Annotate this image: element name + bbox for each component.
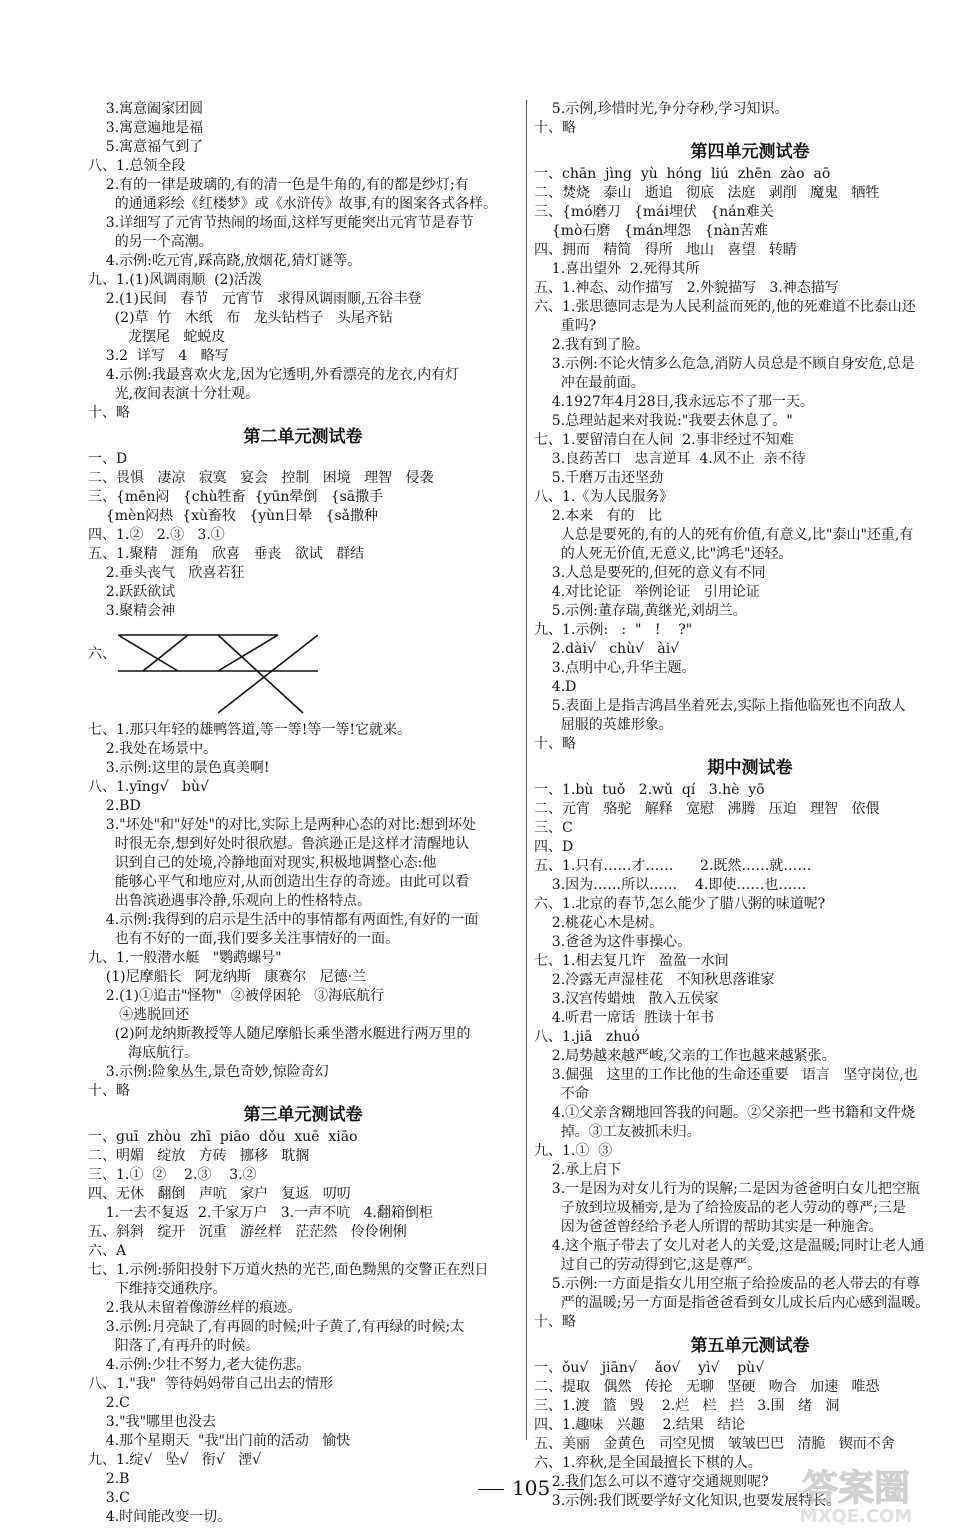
answer-line: 二、畏惧 凄凉 寂寞 宴会 控制 困境 理智 侵袭 — [88, 470, 434, 486]
answer-line: 光,夜间表演十分壮观。 — [88, 386, 260, 402]
answer-line: 十、略 — [534, 120, 576, 136]
answer-line: 八、1.jiā zhuó — [534, 1029, 640, 1045]
answer-line: 3.示例:险象丛生,景色奇妙,惊险奇幻 — [88, 1064, 329, 1080]
answer-line: 人总是要死的,有的人的死有价值,有意义,比"泰山"还重,有 — [534, 527, 914, 543]
answer-line: 五、斜斜 绽开 沉重 游丝样 茫茫然 伶伶俐俐 — [88, 1224, 407, 1240]
answer-line: 2.冷露无声湿桂花 不知秋思落谁家 — [534, 972, 775, 988]
answer-line: 3.人总是要死的,但死的意义有不同 — [534, 565, 766, 581]
answer-line: 3."坏处"和"好处"的对比,实际上是两种心态的对比:想到坏处 — [88, 817, 477, 833]
answer-line: 三、{mēn闷 {chù牲畜 {yūn晕倒 {sā撒手 — [88, 489, 384, 505]
answer-line: 七、1.示例:骄阳投射下万道火热的光芒,面色黝黑的交警正在烈日 — [88, 1262, 489, 1278]
unit2-part1 — [88, 450, 518, 621]
answer-line: 3.寓意阖家团圆 — [88, 101, 204, 117]
answer-line: {mò石磨 {mán埋怨 {nàn苦难 — [534, 223, 768, 239]
watermark-logo — [751, 1460, 961, 1528]
answer-line: 3.良药苦口 忠言逆耳 4.风不止 亲不待 — [534, 451, 806, 467]
answer-line: 4.示例:吃元宵,踩高跷,放烟花,猜灯谜等。 — [88, 253, 362, 269]
heading-midterm: 期中测试卷 — [707, 758, 793, 778]
answer-line: 五、1.只有……才…… 2.既然……就…… — [534, 858, 812, 874]
matching-label: 六、 — [88, 646, 116, 662]
answer-line: 2.垂头丧气 欣喜若狂 — [88, 565, 245, 581]
answer-line: 九、1.绽√ 坠√ 衔√ 湮√ — [88, 1452, 262, 1468]
answer-line: 2.B — [88, 1471, 130, 1487]
answer-line: 4.这个瓶子带去了女儿对老人的关爱,这是温暖;同时让老人通 — [534, 1238, 925, 1254]
answer-line: 4.1927年4月28日,我永远忘不了那一天。 — [534, 394, 814, 410]
answer-line: 4.对比论证 举例论证 引用论证 — [534, 584, 760, 600]
answer-line: 4.时间能改变一切。 — [88, 1509, 232, 1525]
answer-line: 掉。③工友被抓未归。 — [534, 1124, 701, 1140]
answer-line: 4.听君一席话 胜读十年书 — [534, 1010, 715, 1026]
unit2-part2 — [88, 721, 518, 1101]
answer-line: 的另一个高潮。 — [88, 234, 213, 250]
answer-line: 八、1.yīng√ bù√ — [88, 779, 209, 795]
answer-line: 3.详细写了元宵节热闹的场面,这样写更能突出元宵节是春节 — [88, 215, 474, 231]
answer-line: 九、1.(1)风调雨顺 (2)活泼 — [88, 272, 262, 288]
answer-line: 六、1.北京的春节,怎么能少了腊八粥的味道呢? — [534, 896, 826, 912]
answer-line: 一、ɡuī zhòu zhī piāo dǒu xuē xiāo — [88, 1129, 358, 1145]
answer-line: 4.示例:我最喜欢火龙,因为它透明,外看漂亮的龙衣,内有灯 — [88, 367, 460, 383]
answer-line: 十、略 — [534, 736, 576, 752]
answer-line: 六、A — [88, 1243, 127, 1259]
answer-line: 2.局势越来越严峻,父亲的工作也越来越紧张。 — [534, 1048, 836, 1064]
answer-line: 2.(1)①追击"怪物" ②被俘困轮 ③海底航行 — [88, 988, 385, 1004]
answer-line: 2.我从未留着像游丝样的痕迹。 — [88, 1300, 302, 1316]
answer-line: 1.一去不复返 2.千家万户 3.一声不吭 4.翻箱倒柜 — [88, 1205, 433, 1221]
answer-line: 3.因为……所以…… 4.即使……也…… — [534, 877, 807, 893]
answer-line: 二、元宵 骆驼 解释 宽慰 沸腾 压迫 理智 依偎 — [534, 801, 880, 817]
answer-line: 3.倔强 这里的工作比他的生命还重要 语言 坚守岗位,也 — [534, 1067, 918, 1083]
answer-line: 5.千磨万击还坚劲 — [534, 470, 664, 486]
answer-line: 5.示例,珍惜时光,争分夺秒,学习知识。 — [534, 101, 789, 117]
answer-line: 2.我处在场景中。 — [88, 741, 218, 757]
page-number — [470, 1476, 592, 1500]
answer-line: 二、焚烧 泰山 逝追 彻底 法庭 剥削 魔鬼 牺牲 — [534, 185, 880, 201]
answer-line: 4.①父亲含糊地回答我的问题。②父亲把一些书籍和文件烧 — [534, 1105, 916, 1121]
answer-line: 五、美丽 金黄色 司空见惯 皱皱巴巴 清脆 锲而不舍 — [534, 1436, 895, 1452]
answer-line: 阳落了,有再升的时候。 — [88, 1338, 260, 1354]
answer-line: 5.示例:一方面是指女儿用空瓶子给捡废品的老人带去的有尊 — [534, 1276, 920, 1292]
answer-line: 三、{mó磨刀 {mái埋伏 {nán难关 — [534, 204, 774, 220]
answer-line: 不命 — [534, 1086, 589, 1102]
column-divider — [526, 100, 527, 1440]
answer-line: 3.2 详写 4 略写 — [88, 348, 229, 364]
answer-line: 子放到垃圾桶旁,是为了给捡废品的老人劳动的尊严;三是 — [534, 1200, 906, 1216]
answer-line: ④逃脱回还 — [88, 1007, 190, 1023]
answer-line: 下维持交通秩序。 — [88, 1281, 227, 1297]
answer-line: 4.D — [534, 679, 577, 695]
answer-line: 龙摆尾 蛇蜕皮 — [88, 329, 226, 345]
answer-line: 3.示例:月亮缺了,有再圆的时候;叶子黄了,有再绿的时候;太 — [88, 1319, 465, 1335]
answer-line: 一、ǒu√ jiān√ ǎo√ yì√ pù√ — [534, 1360, 765, 1376]
answer-line: 七、1.要留清白在人间 2.事非经过不知难 — [534, 432, 794, 448]
answer-line: 2.C — [88, 1395, 130, 1411]
answer-line: 2.跃跃欲试 — [88, 584, 176, 600]
answer-line: 冲在最前面。 — [534, 375, 645, 391]
answer-line: 二、提取 偶然 传抡 无聊 坚硬 吻合 加速 唯恐 — [534, 1379, 880, 1395]
answer-line: 2.桃花心木是树。 — [534, 915, 664, 931]
watermark-line2: MXQE.COM — [799, 1506, 913, 1527]
answer-line: 一、1.bù tuǒ 2.wǔ qí 3.hè yō — [534, 782, 765, 798]
answer-line: 2.dài√ chù√ ài√ — [534, 641, 680, 657]
answer-line: 5.示例:董存瑞,黄继光,刘胡兰。 — [534, 603, 747, 619]
answer-line: 四、D — [534, 839, 574, 855]
answer-line: 屈服的英雄形象。 — [534, 717, 673, 733]
answer-line: 五、1.神态、动作描写 2.外貌描写 3.神态描写 — [534, 280, 839, 296]
answer-line: 3."我"哪里也没去 — [88, 1414, 217, 1430]
left-column — [88, 100, 518, 1527]
answer-line: 2.承上启下 — [534, 1162, 622, 1178]
answer-line: 的人死无价值,无意义,比"鸿毛"还轻。 — [534, 546, 793, 562]
answer-line: 严的温暖;另一方面是指爸爸看到女儿成长后内心感到温暖。 — [534, 1295, 930, 1311]
answer-line: 3.汉宫传蜡烛 散入五侯家 — [534, 991, 719, 1007]
answer-line: (2)草 竹 木纸 布 龙头钻档子 头尾齐钻 — [88, 310, 393, 326]
answer-line: 的通通彩绘《红楼梦》或《水浒传》故事,有的图案各式各样。 — [88, 196, 498, 212]
answer-line: 3.示例:我们既要学好文化知识,也要发展特长。 — [534, 1493, 841, 1509]
answer-line: 3.爸爸为这件事操心。 — [534, 934, 692, 950]
answer-line: 四、拥而 精简 得所 地山 喜望 转睛 — [534, 242, 797, 258]
answer-line: 八、1.《为人民服务》 — [534, 489, 674, 505]
answer-line: 5.总理站起来对我说:"我要去休息了。" — [534, 413, 793, 429]
answer-line: 五、1.聚精 涯角 欣喜 垂丧 欲试 群结 — [88, 546, 365, 562]
answer-line: 能够心平气和地应对,从而创造出生存的奇迹。由此可以看 — [88, 874, 470, 890]
heading-unit2: 第二单元测试卷 — [243, 427, 363, 447]
matching-lines — [118, 621, 318, 717]
answer-line: 4.示例:我得到的启示是生活中的事情都有两面性,有好的一面 — [88, 912, 479, 928]
answer-line: 3.寓意遍地是福 — [88, 120, 204, 136]
answer-line: 六、1.弈秋,是全国最擅长下棋的人。 — [534, 1455, 762, 1471]
answer-line: 一、D — [88, 451, 128, 467]
answer-line: 三、C — [534, 820, 573, 836]
unit4-answers — [534, 165, 966, 754]
answer-line: 4.示例:少壮不努力,老大徒伤悲。 — [88, 1357, 311, 1373]
answer-line: 过自己的劳动得到它,这是尊严。 — [534, 1257, 762, 1273]
answer-line: (2)阿龙纳斯教授等人随尼摩船长乘坐潜水艇进行两万里的 — [88, 1026, 471, 1042]
answer-line: 九、1.① ③ — [534, 1143, 613, 1159]
answer-line: 六、1.张思德同志是为人民利益而死的,他的死难道不比泰山还 — [534, 299, 916, 315]
answer-line: 时很无奈,想到好处时很欣慰。鲁滨逊正是这样才清醒地认 — [88, 836, 470, 852]
answer-line: 十、略 — [88, 1083, 130, 1099]
answer-line: 3.聚精会神 — [88, 603, 176, 619]
answer-line: 七、1.相去复几许 盈盈一水间 — [534, 953, 729, 969]
answer-line: 十、略 — [534, 1314, 576, 1330]
answer-line: 1.喜出望外 2.死得其所 — [534, 261, 700, 277]
answer-line: 也有不好的一面,我们要多关注事情好的一面。 — [88, 931, 400, 947]
unit3-answers — [88, 1128, 518, 1527]
midterm-answers — [534, 781, 966, 1332]
heading-unit3: 第三单元测试卷 — [243, 1105, 363, 1125]
heading-unit5: 第五单元测试卷 — [690, 1336, 810, 1356]
answer-line: 海底航行。 — [88, 1045, 199, 1061]
answer-line: 3.一是因为对女儿行为的误解;二是因为爸爸明白女儿把空瓶 — [534, 1181, 920, 1197]
answer-line: 四、无休 翻倒 声吭 家户 复返 叨叨 — [88, 1186, 351, 1202]
answer-line: 2.我有到了脸。 — [534, 337, 650, 353]
right-column — [534, 100, 966, 1511]
answer-line: (1)尼摩船长 阿龙纳斯 康赛尔 尼德·兰 — [88, 969, 367, 985]
answer-line: 出鲁滨逊遇事冷静,乐观向上的性格特点。 — [88, 893, 372, 909]
answer-line: 3.示例:不论火情多么危急,消防人员总是不顾自身安危,总是 — [534, 356, 915, 372]
answer-line: 八、1.总领全段 — [88, 158, 186, 174]
answer-line: 九、1.示例: : " ! ?" — [534, 622, 693, 638]
answer-line: 三、1.渡 篮 毁 2.烂 栏 拦 3.围 绪 洞 — [534, 1398, 840, 1414]
answer-line: 2.BD — [88, 798, 141, 814]
answer-line: 2.我们怎么可以不遵守交通规则呢? — [534, 1474, 769, 1490]
answer-line: 3.点明中心,升华主题。 — [534, 660, 696, 676]
answer-line: 八、1."我" 等待妈妈带自己出去的情形 — [88, 1376, 334, 1392]
answer-line: 二、明媚 绽放 方砖 挪移 耽搁 — [88, 1148, 310, 1164]
answer-line: 3.示例:这里的景色真美啊! — [88, 760, 270, 776]
answer-line: 四、1.趣味 兴趣 2.结果 结论 — [534, 1417, 746, 1433]
answer-line: 2.本来 有的 比 — [534, 508, 662, 524]
answer-line: 四、1.② 2.③ 3.① — [88, 527, 225, 543]
answer-line: 一、chān jìng yù hóng liú zhēn zào aō — [534, 166, 831, 182]
answer-line: 因为爸爸曾经给予老人所谓的帮助其实是一种施舍。 — [534, 1219, 883, 1235]
answer-line: 5.表面上是指吉鸿昌坐着死去,实际上指他临死也不向敌人 — [534, 698, 906, 714]
heading-unit4: 第四单元测试卷 — [690, 142, 810, 162]
page-number-text: 105 — [512, 1476, 551, 1500]
watermark-line1: 答案圈 — [801, 1468, 911, 1509]
answer-line: 识到自己的处境,冷静地面对现实,积极地调整心态:他 — [88, 855, 437, 871]
answer-line: 4.那个星期天 "我"出门前的活动 愉快 — [88, 1433, 351, 1449]
unit1-tail — [88, 100, 518, 423]
page-number-dash-left — [478, 1489, 504, 1490]
unit3-tail — [534, 100, 966, 138]
answer-line: 5.寓意福气到了 — [88, 139, 204, 155]
answer-line: 九、1.一般潜水艇 "鹦鹉螺号" — [88, 950, 282, 966]
answer-line: 2.(1)民间 春节 元宵节 求得风调雨顺,五谷丰登 — [88, 291, 422, 307]
answer-line: 十、略 — [88, 405, 130, 421]
answer-line: 重吗? — [534, 318, 597, 334]
answer-line: 3.C — [88, 1490, 130, 1506]
answer-line: 三、1.① ② 2.③ 3.② — [88, 1167, 257, 1183]
page-number-dash-right — [558, 1489, 584, 1490]
answer-line: {mèn闷热 {xù畜牧 {yùn日晕 {sǎ撒种 — [88, 508, 378, 524]
answer-line: 2.有的一律是玻璃的,有的清一色是牛角的,有的都是纱灯;有 — [88, 177, 469, 193]
matching-diagram — [88, 621, 518, 721]
answer-line: 七、1.那只年轻的雄鸭答道,等一等!等一等!它就来。 — [88, 722, 412, 738]
